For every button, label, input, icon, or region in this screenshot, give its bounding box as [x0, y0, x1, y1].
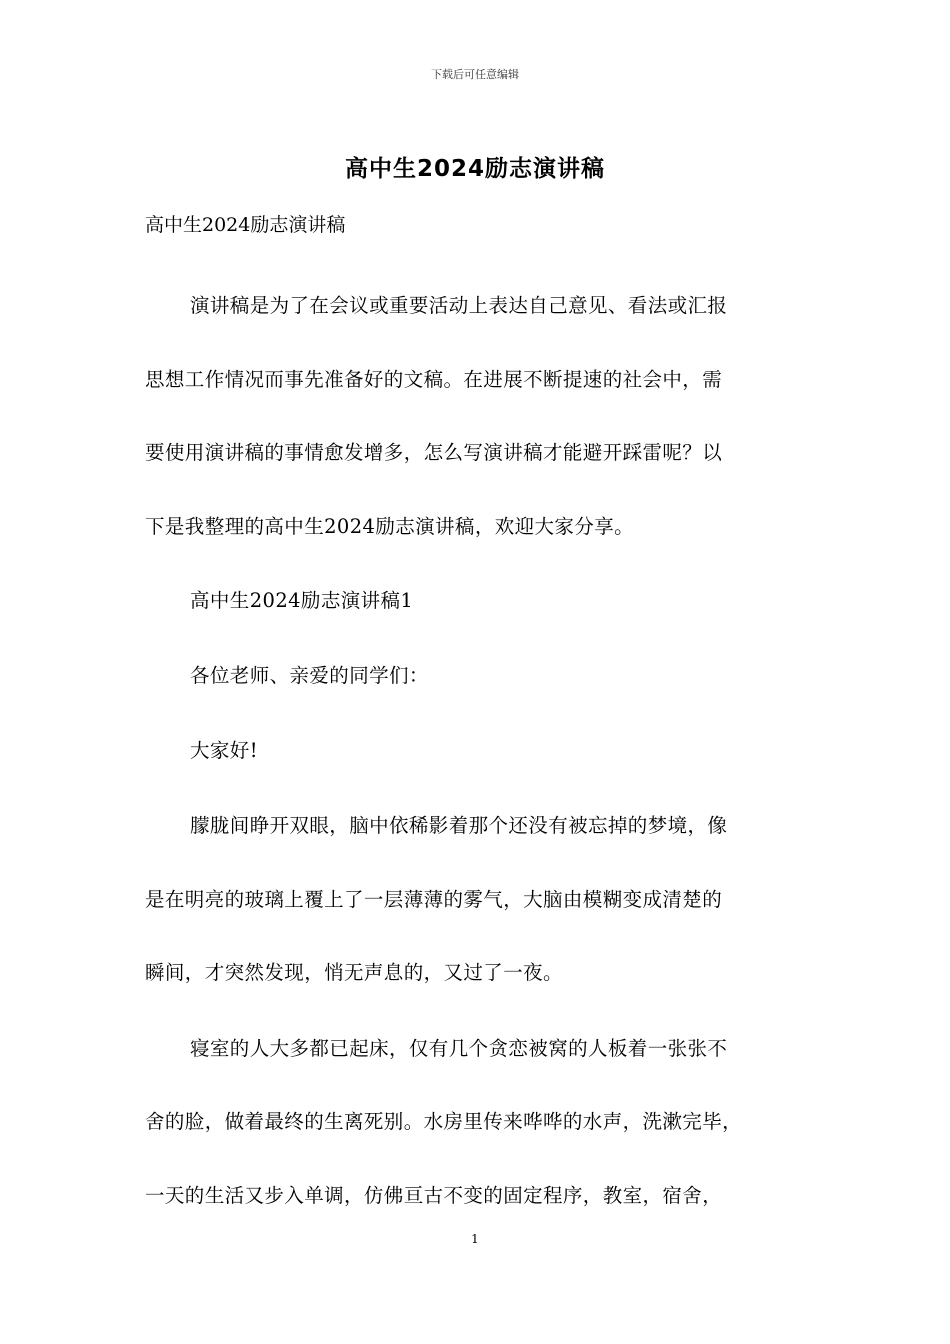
paragraph-line: 下是我整理的高中生2024励志演讲稿，欢迎大家分享。 — [145, 515, 635, 538]
greeting: 大家好! — [190, 739, 258, 762]
document-subtitle: 高中生2024励志演讲稿 — [145, 214, 346, 236]
paragraph-line: 寝室的人大多都已起床，仅有几个贪恋被窝的人板着一张张不 — [190, 1037, 728, 1060]
paragraph-line: 是在明亮的玻璃上覆上了一层薄薄的雾气，大脑由模糊变成清楚的 — [145, 888, 723, 911]
section-heading: 高中生2024励志演讲稿1 — [190, 589, 414, 612]
page-number: 1 — [471, 1232, 479, 1246]
paragraph-line: 演讲稿是为了在会议或重要活动上表达自己意见、看法或汇报 — [190, 294, 728, 317]
paragraph-line: 要使用演讲稿的事情愈发增多，怎么写演讲稿才能避开踩雷呢？以 — [145, 441, 723, 464]
salutation: 各位老师、亲爱的同学们： — [190, 664, 429, 687]
document-title: 高中生2024励志演讲稿 — [344, 156, 605, 182]
paragraph-line: 朦胧间睁开双眼，脑中依稀影着那个还没有被忘掉的梦境，像 — [190, 814, 728, 837]
paragraph-line: 瞬间，才突然发现，悄无声息的，又过了一夜。 — [145, 961, 563, 984]
paragraph-line: 一天的生活又步入单调，仿佛亘古不变的固定程序，教室，宿舍， — [145, 1184, 723, 1207]
paragraph-line: 舍的脸，做着最终的生离死别。水房里传来哗哗的水声，洗漱完毕， — [145, 1110, 743, 1133]
header-note: 下载后可任意编辑 — [431, 68, 519, 81]
paragraph-line: 思想工作情况而事先准备好的文稿。在进展不断提速的社会中，需 — [145, 368, 723, 391]
